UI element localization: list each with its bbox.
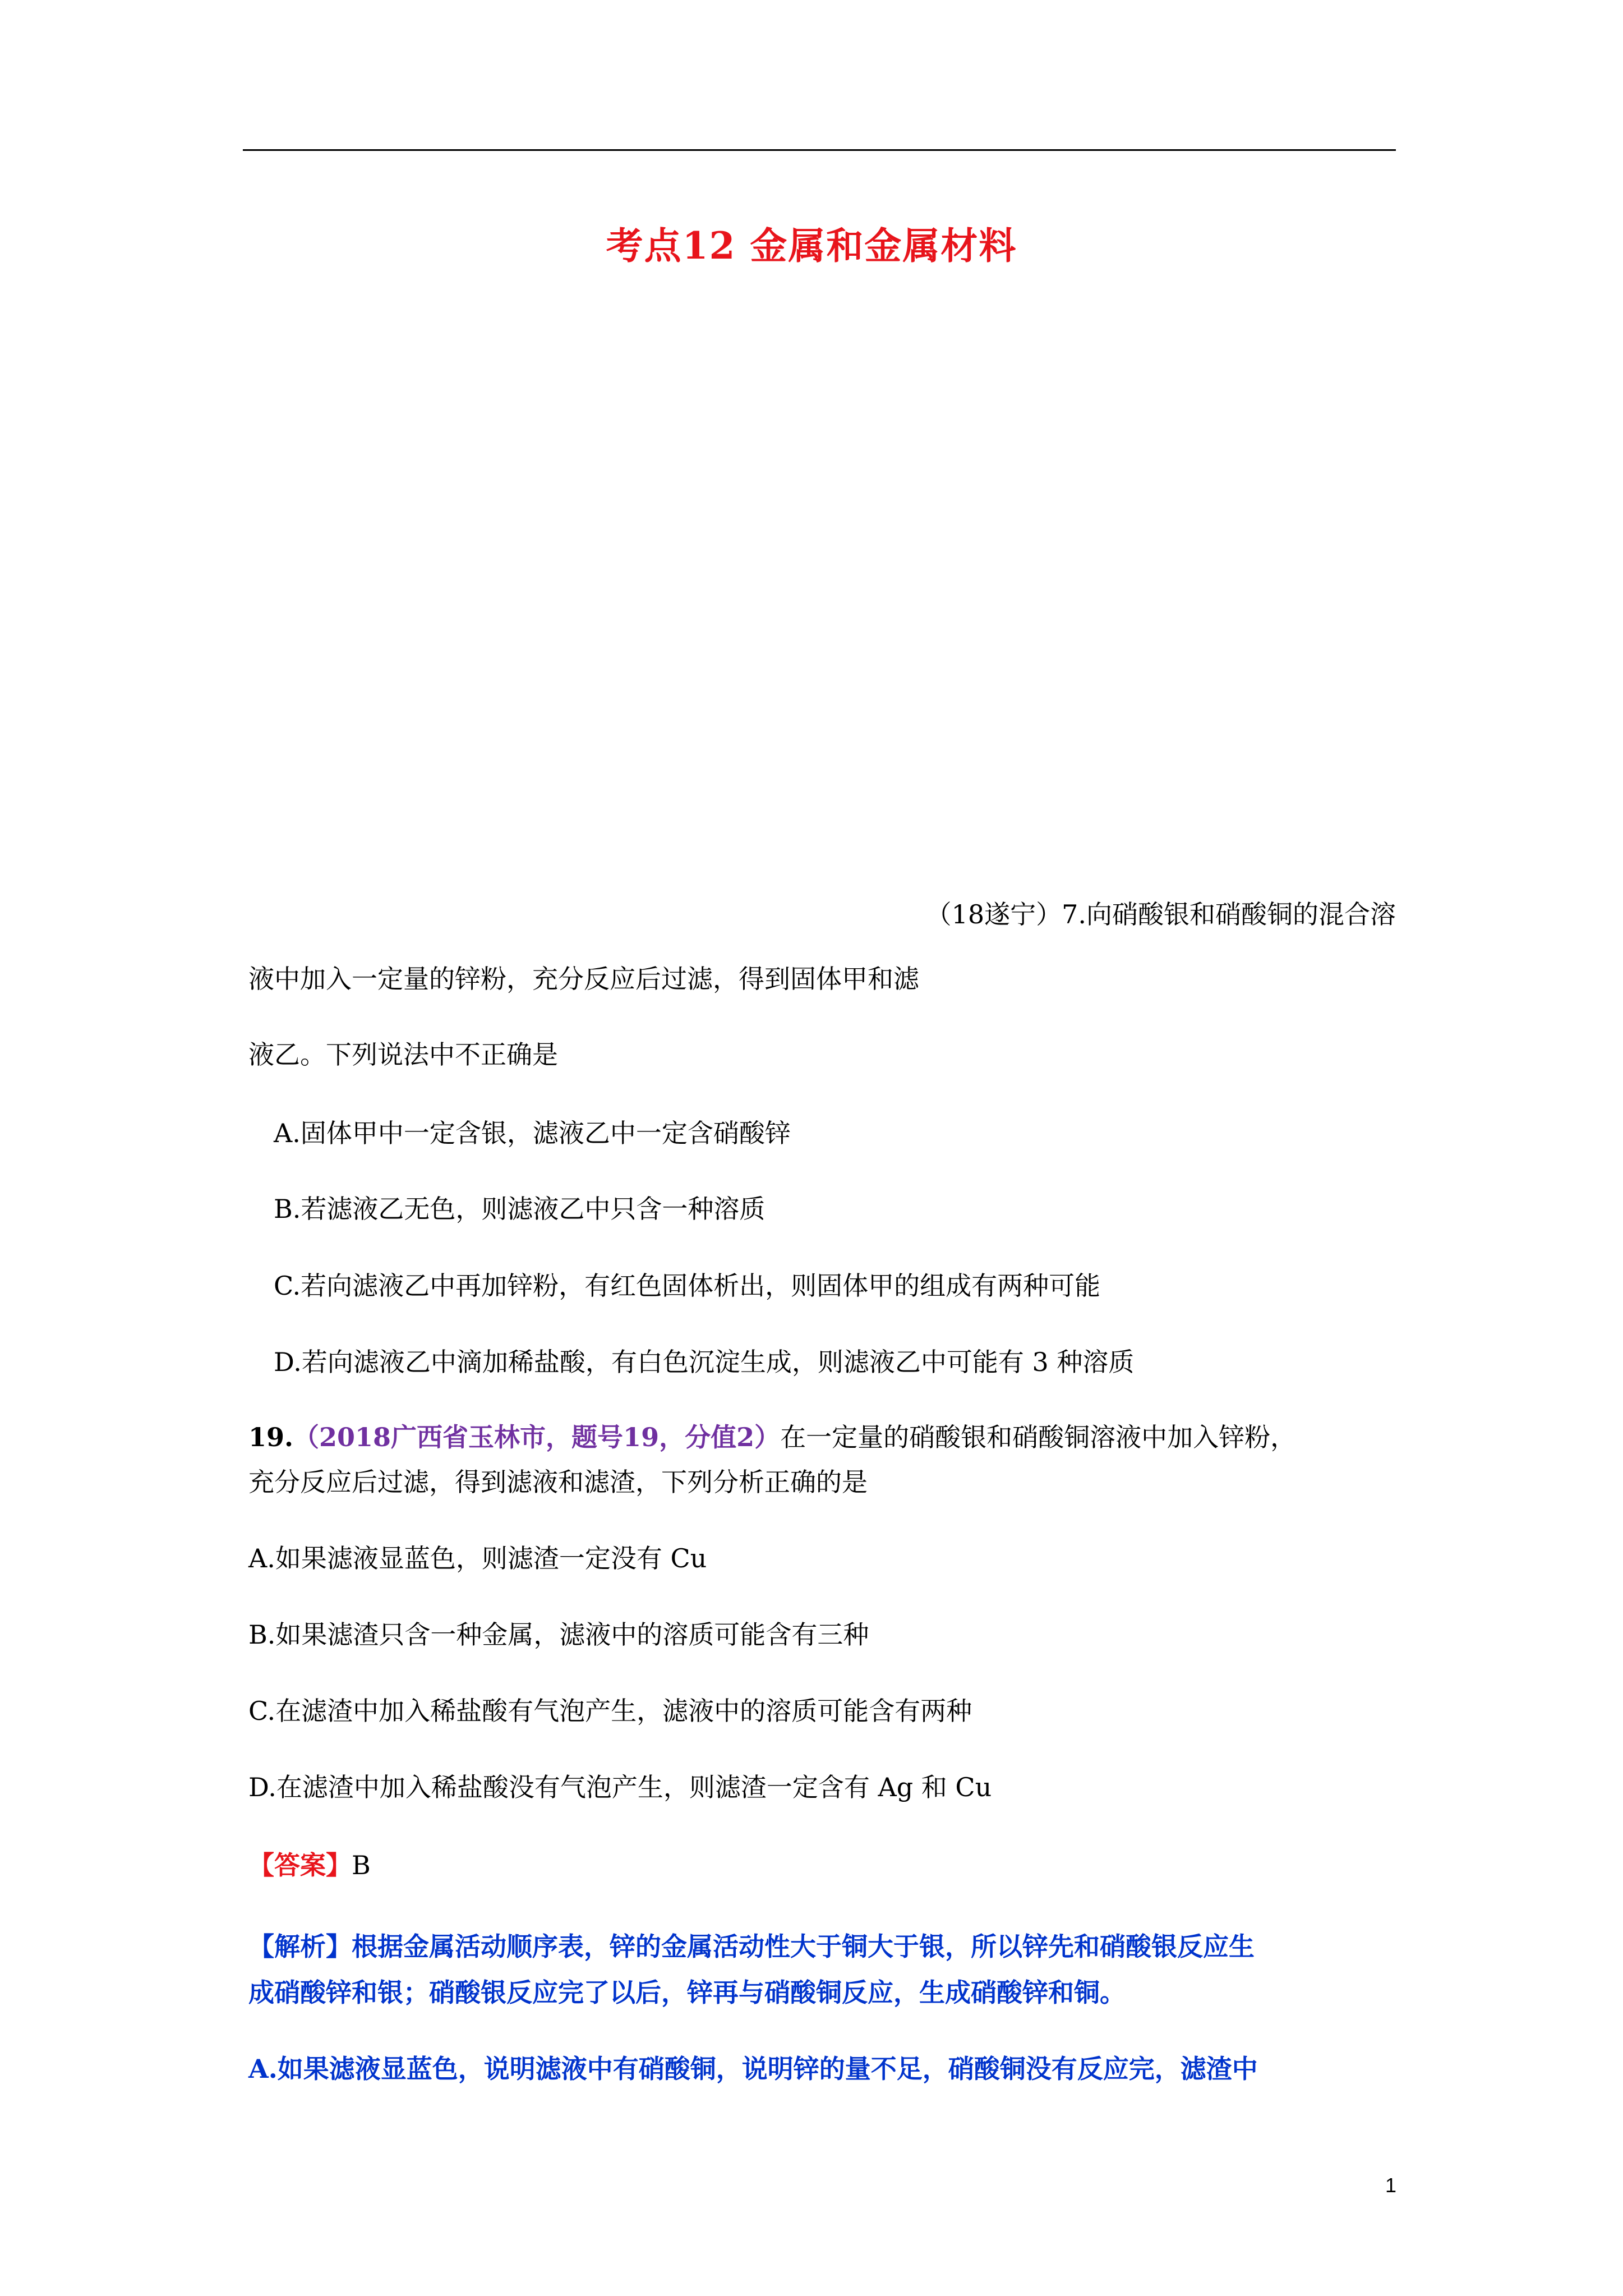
q19-stem-line-1 [248, 1420, 1296, 1454]
page-title: 考点12 金属和金属材料 [606, 224, 1017, 268]
analysis-text-1: 根据金属活动顺序表，锌的金属活动性大于铜大于银，所以锌先和硝酸银反应生 [352, 1931, 1255, 1962]
q7-option-d: D.若向滤液乙中滴加稀盐酸，有白色沉淀生成，则滤液乙中可能有 3 种溶质 [274, 1347, 1135, 1377]
q19-source: （2018广西省玉林市，题号19，分值2） [293, 1422, 781, 1452]
q19-stem-part-1: 在一定量的硝酸银和硝酸铜溶液中加入锌粉， [780, 1422, 1297, 1452]
q7-option-b: B.若滤液乙无色，则滤液乙中只含一种溶质 [274, 1194, 766, 1224]
answer-label: 【答案】 [248, 1850, 352, 1880]
analysis-label: 【解析】 [248, 1931, 352, 1962]
q19-option-b: B.如果滤渣只含一种金属，滤液中的溶质可能含有三种 [248, 1619, 869, 1650]
q19-stem-line-2: 充分反应后过滤，得到滤液和滤渣，下列分析正确的是 [248, 1467, 868, 1497]
q19-option-d: D.在滤渣中加入稀盐酸没有气泡产生，则滤渣一定含有 Ag 和 Cu [248, 1772, 992, 1802]
q19-option-a: A.如果滤液显蓝色，则滤渣一定没有 Cu [248, 1543, 707, 1573]
answer-value: B [352, 1850, 371, 1880]
q7-option-a: A.固体甲中一定含银，滤液乙中一定含硝酸锌 [274, 1118, 791, 1148]
q19-option-c: C.在滤渣中加入稀盐酸有气泡产生，滤液中的溶质可能含有两种 [248, 1696, 972, 1726]
page-number: 1 [1385, 2174, 1396, 2197]
q7-stem-line-3: 液乙。下列说法中不正确是 [248, 1039, 558, 1070]
q19-analysis-line-1 [248, 1930, 1255, 1963]
q19-analysis-line-3: A.如果滤液显蓝色，说明滤液中有硝酸铜，说明锌的量不足，硝酸铜没有反应完，滤渣中 [248, 2054, 1258, 2084]
q7-option-c: C.若向滤液乙中再加锌粉，有红色固体析出，则固体甲的组成有两种可能 [274, 1271, 1101, 1301]
q7-stem-line-1: （18遂宁）7.向硝酸银和硝酸铜的混合溶 [925, 899, 1396, 930]
q19-number: 19. [248, 1422, 294, 1452]
q7-stem-line-2: 液中加入一定量的锌粉，充分反应后过滤，得到固体甲和滤 [248, 964, 919, 994]
header-rule [243, 149, 1396, 151]
q19-answer [248, 1848, 371, 1882]
q19-analysis-line-2: 成硝酸锌和银；硝酸银反应完了以后，锌再与硝酸铜反应，生成硝酸锌和铜。 [248, 1977, 1126, 2008]
